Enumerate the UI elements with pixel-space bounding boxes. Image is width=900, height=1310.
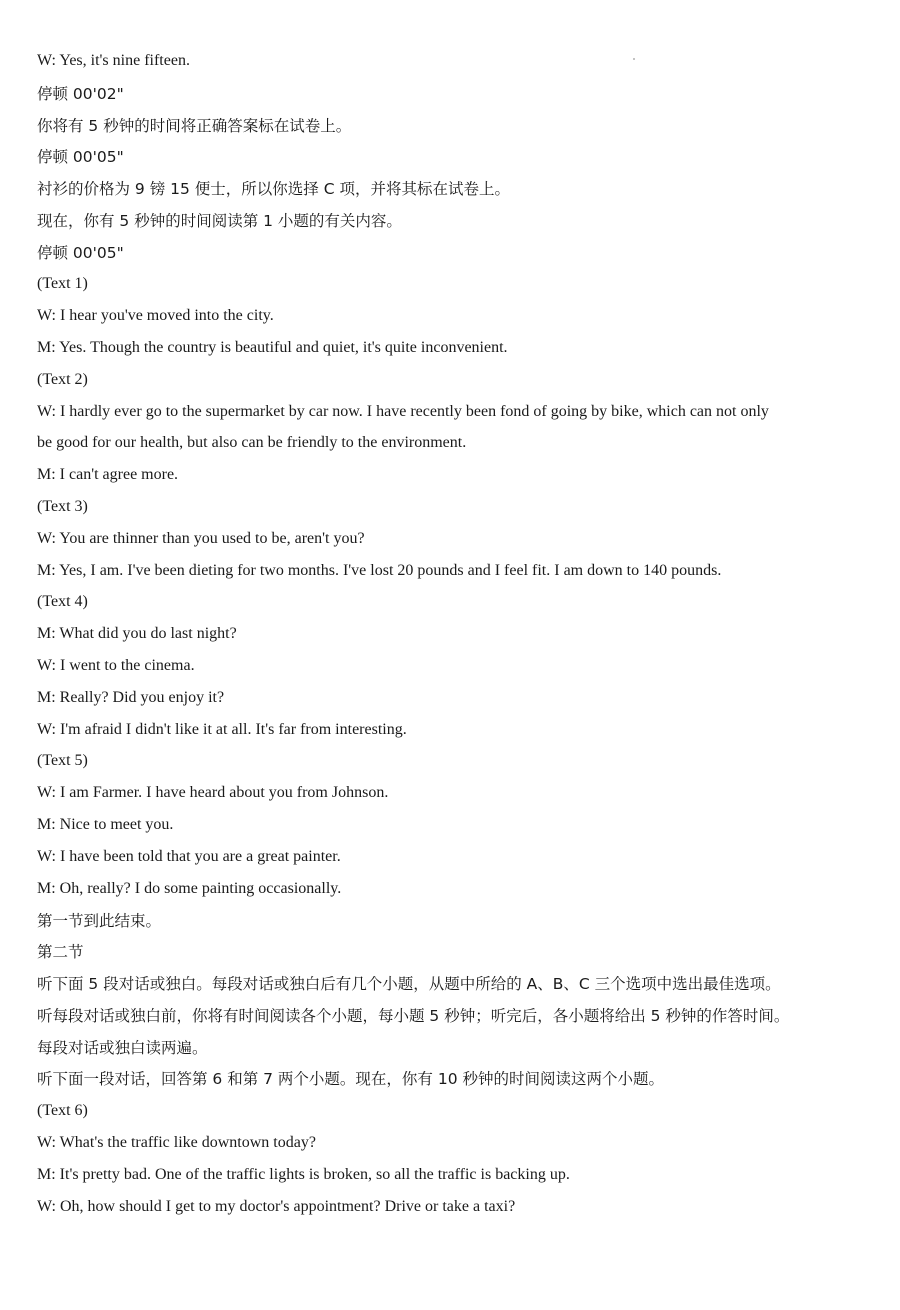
instruction-line: 听每段对话或独白前，你将有时间阅读各个小题，每小题 5 秒钟；听完后，各小题将给出 5 秒钟的作答时间。 (37, 1007, 790, 1025)
text-heading: (Text 3) (37, 498, 88, 515)
dialogue-line: M: Yes. Though the country is beautiful and quiet, it's quite inconvenient. (37, 339, 508, 356)
text-heading: (Text 4) (37, 593, 88, 610)
instruction-line: 每段对话或独白读两遍。 (37, 1039, 208, 1057)
section-heading: 第二节 (37, 943, 84, 961)
dialogue-line: M: I can't agree more. (37, 466, 179, 483)
scan-speck (633, 58, 635, 60)
section-end-note: 第一节到此结束。 (37, 912, 162, 930)
dialogue-line: W: Yes, it's nine fifteen. (37, 52, 190, 69)
instruction-line: 听下面 5 段对话或独白。每段对话或独白后有几个小题，从题中所给的 A、B、C 三个选项中选出最佳选项。 (37, 975, 781, 993)
dialogue-line: be good for our health, but also can be friendly to the environment. (37, 434, 467, 451)
text-heading: (Text 6) (37, 1102, 88, 1119)
dialogue-line: W: I hardly ever go to the supermarket by car now. I have recently been fond of going by bike, which can not only (37, 403, 769, 420)
instruction-line: 你将有 5 秒钟的时间将正确答案标在试卷上。 (37, 117, 352, 135)
dialogue-line: W: I have been told that you are a great painter. (37, 848, 341, 865)
text-heading: (Text 2) (37, 371, 88, 388)
pause-note: 停顿 00'02" (37, 85, 124, 103)
dialogue-line: W: You are thinner than you used to be, aren't you? (37, 530, 365, 547)
text-heading: (Text 5) (37, 752, 88, 769)
instruction-line: 现在，你有 5 秒钟的时间阅读第 1 小题的有关内容。 (37, 212, 402, 230)
dialogue-line: M: Oh, really? I do some painting occasionally. (37, 880, 342, 897)
pause-note: 停顿 00'05" (37, 244, 124, 262)
dialogue-line: M: Nice to meet you. (37, 816, 174, 833)
dialogue-line: M: What did you do last night? (37, 625, 237, 642)
dialogue-line: M: Yes, I am. I've been dieting for two months. I've lost 20 pounds and I feel fit. I am down to 140 pounds. (37, 562, 722, 579)
instruction-line: 听下面一段对话，回答第 6 和第 7 两个小题。现在，你有 10 秒钟的时间阅读这两个小题。 (37, 1070, 665, 1088)
dialogue-line: W: I went to the cinema. (37, 657, 195, 674)
instruction-line: 衬衫的价格为 9 镑 15 便士，所以你选择 C 项，并将其标在试卷上。 (37, 180, 510, 198)
dialogue-line: W: I hear you've moved into the city. (37, 307, 274, 324)
dialogue-line: M: It's pretty bad. One of the traffic lights is broken, so all the traffic is backing up. (37, 1166, 570, 1183)
dialogue-line: W: I am Farmer. I have heard about you from Johnson. (37, 784, 389, 801)
dialogue-line: W: What's the traffic like downtown today? (37, 1134, 316, 1151)
dialogue-line: W: I'm afraid I didn't like it at all. It's far from interesting. (37, 721, 407, 738)
pause-note: 停顿 00'05" (37, 148, 124, 166)
text-heading: (Text 1) (37, 275, 88, 292)
dialogue-line: W: Oh, how should I get to my doctor's appointment? Drive or take a taxi? (37, 1198, 516, 1215)
dialogue-line: M: Really? Did you enjoy it? (37, 689, 225, 706)
